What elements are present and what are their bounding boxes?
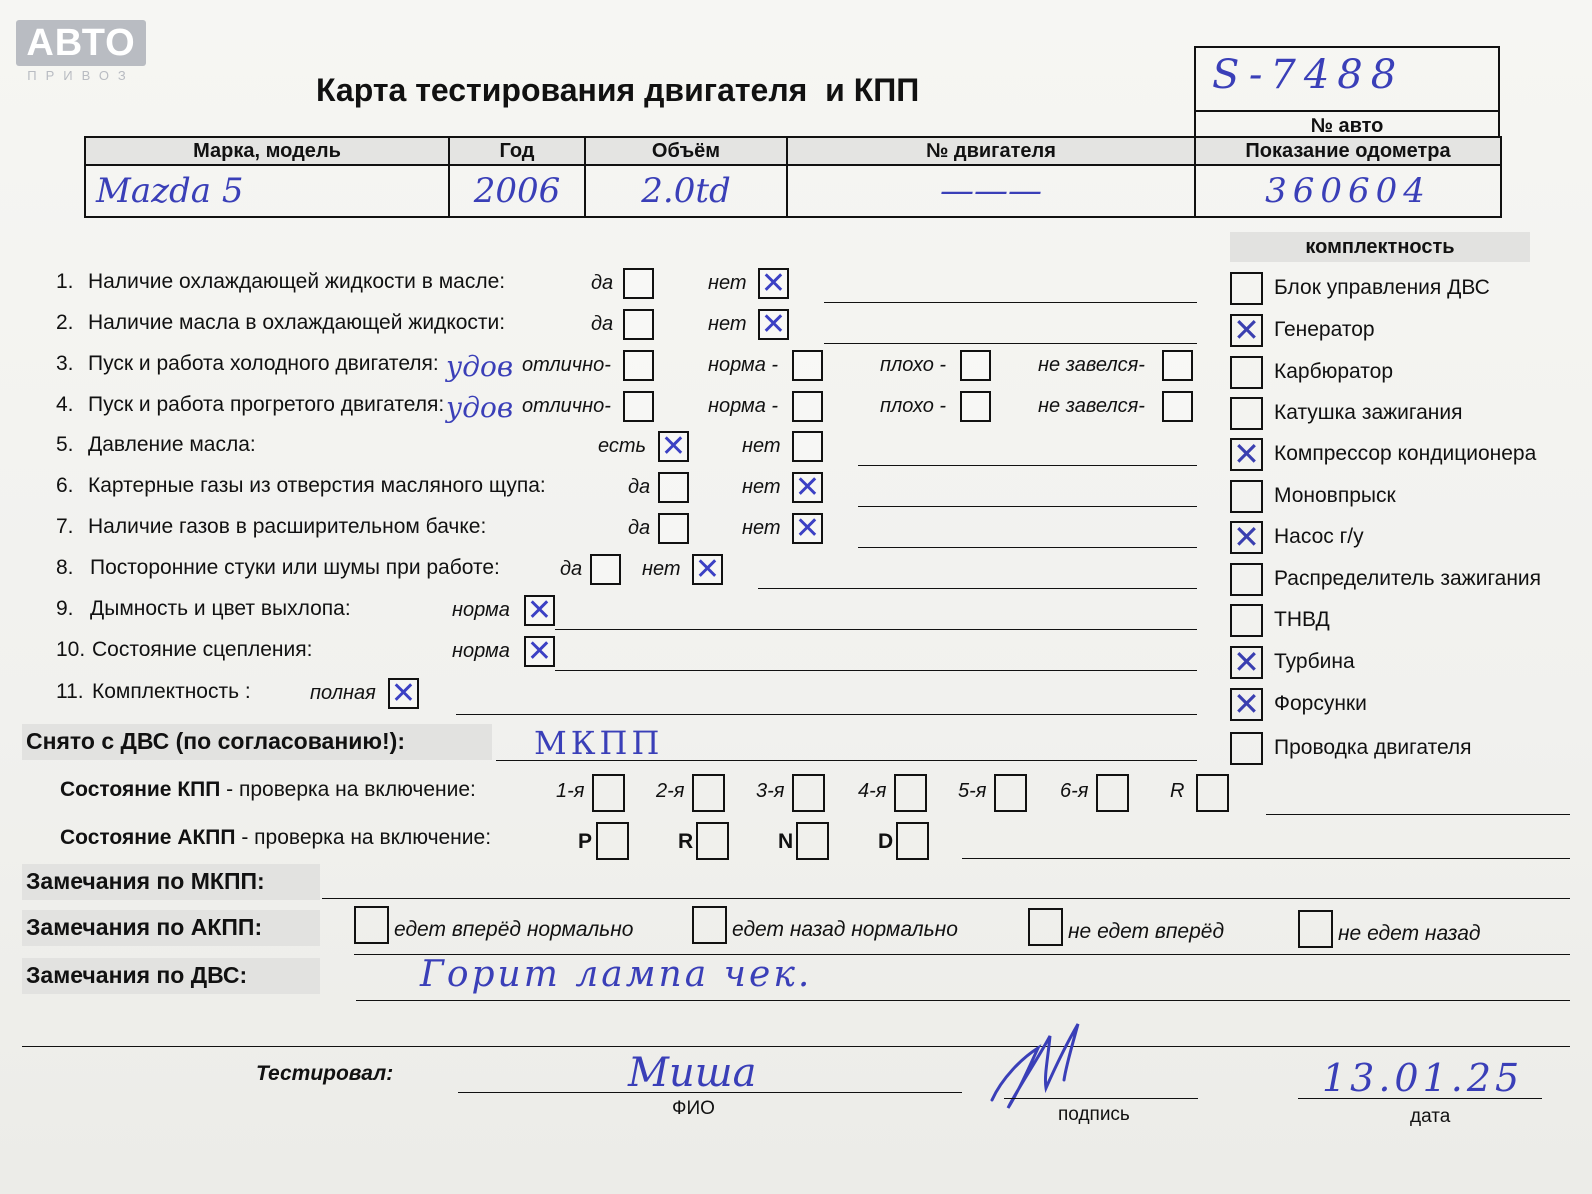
q1-yes-label: да (591, 272, 614, 294)
q1-number: 1. (56, 270, 74, 293)
akpp-mode-label: R (678, 830, 694, 853)
q5-no-label: нет (742, 435, 781, 457)
completeness-title: комплектность (1230, 232, 1530, 262)
completeness-checkbox[interactable] (1230, 397, 1263, 430)
q4-number: 4. (56, 393, 74, 416)
date-line (1298, 1098, 1542, 1099)
odometer-value-cell (1195, 165, 1501, 217)
completeness-item-label: Генератор (1274, 318, 1375, 341)
completeness-checkbox[interactable] (1230, 356, 1263, 389)
remarks-mkpp-line (322, 898, 1570, 899)
remarks-akpp-label: Замечания по АКПП: (26, 914, 263, 940)
remarks-dvs-label: Замечания по ДВС: (26, 962, 248, 988)
removed-value: МКПП (534, 724, 664, 762)
q10-normal-label: норма (452, 640, 510, 662)
vehicle-number-value: S-7488 (1212, 52, 1405, 98)
q7-yes-checkbox[interactable] (658, 513, 689, 544)
q4-normal-label: норма - (708, 395, 779, 417)
akpp-no-backward-checkbox[interactable] (1298, 910, 1333, 948)
q4-text: Пуск и работа прогретого двигателя: (88, 393, 445, 416)
mkpp-check-label (60, 778, 476, 802)
q11-full-label: полная (310, 682, 376, 704)
tested-by-label: Тестировал: (256, 1062, 394, 1085)
engine-value-cell (787, 165, 1195, 217)
completeness-checkbox[interactable] (1230, 480, 1263, 513)
q4-nostart-label: не завелся- (1038, 395, 1145, 417)
completeness-checkbox[interactable] (1230, 732, 1263, 765)
q5-yes-checkbox[interactable] (658, 431, 689, 462)
akpp-notes-line (962, 858, 1570, 859)
vehicle-number-box (1194, 46, 1500, 138)
akpp-mode-checkbox[interactable] (896, 822, 929, 860)
akpp-check-label-rest: - проверка на включение: (235, 826, 492, 849)
card-title: Карта тестирования двигателя и КПП (316, 72, 920, 108)
q4-bad-checkbox[interactable] (960, 391, 991, 422)
q3-bad-label: плохо - (880, 354, 947, 376)
mkpp-gear-label: R (1170, 780, 1185, 802)
mkpp-gear-checkbox[interactable] (1096, 774, 1129, 812)
col-make-header: Марка, модель (85, 137, 449, 165)
mkpp-gear-checkbox[interactable] (792, 774, 825, 812)
mkpp-gear-label: 5-я (958, 780, 987, 802)
completeness-item-label: Распределитель зажигания (1274, 567, 1542, 590)
year-value-cell (449, 165, 585, 217)
q8-text: Посторонние стуки или шумы при работе: (90, 556, 500, 579)
q10-notes-line (555, 670, 1197, 671)
akpp-mode-checkbox[interactable] (596, 822, 629, 860)
q10-normal-checkbox[interactable] (524, 636, 555, 667)
q3-excellent-checkbox[interactable] (623, 350, 654, 381)
mkpp-check-label-rest: - проверка на включение: (220, 778, 476, 801)
q6-no-label: нет (742, 476, 781, 498)
completeness-checkbox[interactable] (1230, 688, 1263, 721)
akpp-backward-ok-label: едет назад нормально (732, 918, 958, 941)
removed-label: Снято с ДВС (по согласованию!): (26, 728, 405, 754)
completeness-checkbox[interactable] (1230, 438, 1263, 471)
q3-handwritten-note: удов (446, 350, 514, 383)
q6-no-checkbox[interactable] (792, 472, 823, 503)
volume-value: 2.0td (641, 171, 731, 211)
akpp-backward-ok-checkbox[interactable] (692, 906, 727, 944)
q11-text: Комплектность : (92, 680, 251, 703)
q5-no-checkbox[interactable] (792, 431, 823, 462)
q1-yes-checkbox[interactable] (623, 268, 654, 299)
q5-notes-line (858, 465, 1197, 466)
completeness-item-label: Проводка двигателя (1274, 736, 1472, 759)
akpp-no-forward-checkbox[interactable] (1028, 908, 1063, 946)
q6-text: Картерные газы из отверстия масляного щупа: (88, 474, 546, 497)
name-caption: ФИО (672, 1098, 715, 1119)
akpp-mode-label: D (878, 830, 894, 853)
completeness-item-label: Карбюратор (1274, 360, 1394, 383)
remarks-dvs-line (356, 1000, 1570, 1001)
col-odometer-header: Показание одометра (1195, 137, 1501, 165)
q3-text: Пуск и работа холодного двигателя: (88, 352, 439, 375)
q1-no-checkbox[interactable] (758, 268, 789, 299)
q7-number: 7. (56, 515, 74, 538)
q2-yes-label: да (591, 313, 614, 335)
q10-number: 10. (56, 638, 86, 661)
q11-full-checkbox[interactable] (388, 678, 419, 709)
tester-name: Миша (628, 1050, 757, 1096)
akpp-mode-label: P (578, 830, 593, 853)
q7-yes-label: да (628, 517, 651, 539)
q9-text: Дымность и цвет выхлопа: (90, 597, 351, 620)
q6-notes-line (858, 506, 1197, 507)
engine-value: ——— (940, 171, 1042, 211)
q8-yes-checkbox[interactable] (590, 554, 621, 585)
mkpp-gear-label: 2-я (656, 780, 685, 802)
q3-normal-checkbox[interactable] (792, 350, 823, 381)
mkpp-gear-checkbox[interactable] (692, 774, 725, 812)
q1-no-label: нет (708, 272, 747, 294)
removed-line (496, 760, 1197, 761)
akpp-mode-checkbox[interactable] (796, 822, 829, 860)
q5-text: Давление масла: (88, 433, 256, 456)
q6-number: 6. (56, 474, 74, 497)
q4-excellent-label: отлично- (522, 395, 611, 417)
mkpp-check-label-bold: Состояние КПП (60, 778, 221, 801)
q7-text: Наличие газов в расширительном бачке: (88, 515, 487, 538)
q4-normal-checkbox[interactable] (792, 391, 823, 422)
q5-yes-label: есть (598, 435, 647, 457)
akpp-no-forward-label: не едет вперёд (1068, 920, 1225, 943)
completeness-checkbox[interactable] (1230, 314, 1263, 347)
signature-line (1004, 1098, 1198, 1099)
completeness-item-label: Моновпрыск (1274, 484, 1396, 507)
q2-text: Наличие масла в охлаждающей жидкости: (88, 311, 506, 334)
q3-number: 3. (56, 352, 74, 375)
q5-number: 5. (56, 433, 74, 456)
q9-normal-label: норма (452, 599, 510, 621)
q9-normal-checkbox[interactable] (524, 595, 555, 626)
col-engine-header: № двигателя (787, 137, 1195, 165)
completeness-item-label: Турбина (1274, 650, 1355, 673)
mkpp-gear-label: 6-я (1060, 780, 1089, 802)
q3-bad-checkbox[interactable] (960, 350, 991, 381)
completeness-item-label: Компрессор кондиционера (1274, 442, 1537, 465)
mkpp-notes-line (1266, 814, 1570, 815)
q2-notes-line (824, 343, 1197, 344)
completeness-checkbox[interactable] (1230, 604, 1263, 637)
akpp-forward-ok-checkbox[interactable] (354, 906, 389, 944)
q8-no-label: нет (642, 558, 681, 580)
make-value-cell (85, 165, 449, 217)
q10-text: Состояние сцепления: (92, 638, 313, 661)
mkpp-gear-label: 3-я (756, 780, 785, 802)
separator-line (22, 1046, 1570, 1047)
date-caption: дата (1410, 1106, 1451, 1127)
q8-no-checkbox[interactable] (692, 554, 723, 585)
vehicle-info-table (84, 136, 1502, 218)
q4-handwritten-note: удов (446, 391, 514, 424)
q7-no-label: нет (742, 517, 781, 539)
remarks-mkpp-label: Замечания по МКПП: (26, 868, 265, 894)
q4-bad-label: плохо - (880, 395, 947, 417)
mkpp-gear-checkbox[interactable] (592, 774, 625, 812)
remarks-dvs-value: Горит лампа чек. (420, 954, 813, 995)
akpp-mode-label: N (778, 830, 794, 853)
akpp-check-label (60, 826, 491, 850)
mkpp-gear-checkbox[interactable] (994, 774, 1027, 812)
completeness-checkbox[interactable] (1230, 646, 1263, 679)
completeness-item-label: Катушка зажигания (1274, 401, 1463, 424)
q1-text: Наличие охлаждающей жидкости в масле: (88, 270, 506, 293)
q11-number: 11. (56, 680, 84, 703)
akpp-check-label-bold: Состояние АКПП (60, 826, 236, 849)
col-year-header: Год (449, 137, 585, 165)
q11-notes-line (456, 714, 1197, 715)
vehicle-number-label: № авто (1196, 110, 1498, 140)
q2-no-label: нет (708, 313, 747, 335)
q4-excellent-checkbox[interactable] (623, 391, 654, 422)
watermark-logo-text: АВТО (26, 22, 136, 64)
q8-yes-label: да (560, 558, 583, 580)
mkpp-gear-checkbox[interactable] (894, 774, 927, 812)
volume-value-cell (585, 165, 787, 217)
completeness-checkbox[interactable] (1230, 563, 1263, 596)
q9-notes-line (555, 629, 1197, 630)
completeness-item-label: Насос г/у (1274, 525, 1364, 548)
q6-yes-label: да (628, 476, 651, 498)
odometer-value: 360604 (1265, 171, 1431, 211)
mkpp-gear-label: 4-я (858, 780, 887, 802)
completeness-item-label: Форсунки (1274, 692, 1367, 715)
q1-notes-line (824, 302, 1197, 303)
q3-nostart-checkbox[interactable] (1162, 350, 1193, 381)
q3-excellent-label: отлично- (522, 354, 611, 376)
q2-number: 2. (56, 311, 74, 334)
test-date: 13.01.25 (1322, 1056, 1524, 1100)
completeness-item-label: Блок управления ДВС (1274, 276, 1490, 299)
q9-number: 9. (56, 597, 74, 620)
completeness-checkbox[interactable] (1230, 272, 1263, 305)
q7-no-checkbox[interactable] (792, 513, 823, 544)
signature-caption: подпись (1058, 1104, 1130, 1125)
akpp-mode-checkbox[interactable] (696, 822, 729, 860)
name-line (458, 1092, 962, 1093)
signature-icon (988, 1018, 1098, 1114)
watermark-logo (16, 20, 146, 66)
akpp-forward-ok-label: едет вперёд нормально (394, 918, 634, 941)
make-value: Mazda 5 (96, 171, 244, 211)
q2-no-checkbox[interactable] (758, 309, 789, 340)
q7-notes-line (858, 547, 1197, 548)
akpp-no-backward-label: не едет назад (1338, 922, 1481, 945)
q3-nostart-label: не завелся- (1038, 354, 1145, 376)
mkpp-gear-checkbox[interactable] (1196, 774, 1229, 812)
mkpp-gear-label: 1-я (556, 780, 585, 802)
q2-yes-checkbox[interactable] (623, 309, 654, 340)
col-volume-header: Объём (585, 137, 787, 165)
q8-notes-line (758, 588, 1197, 589)
completeness-item-label: ТНВД (1274, 608, 1330, 631)
q8-number: 8. (56, 556, 74, 579)
q6-yes-checkbox[interactable] (658, 472, 689, 503)
completeness-checkbox[interactable] (1230, 521, 1263, 554)
watermark-subtext: ПРИВОЗ (27, 68, 135, 83)
q4-nostart-checkbox[interactable] (1162, 391, 1193, 422)
year-value: 2006 (473, 171, 561, 211)
q3-normal-label: норма - (708, 354, 779, 376)
